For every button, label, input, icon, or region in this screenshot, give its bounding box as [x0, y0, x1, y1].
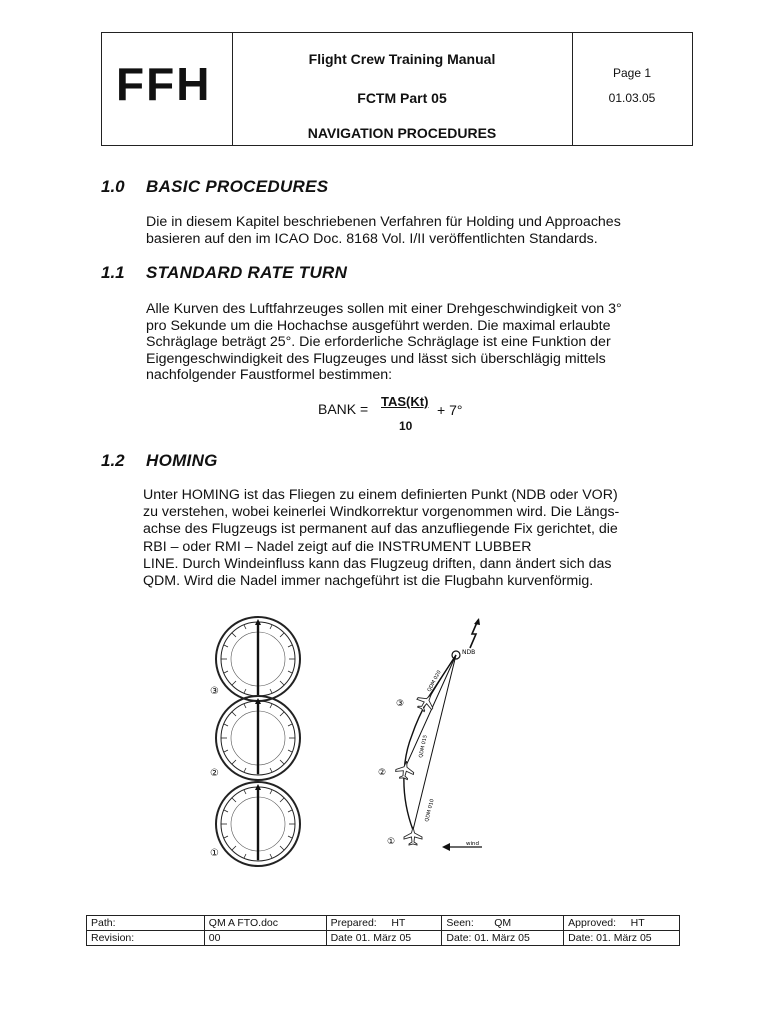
table-cell	[87, 916, 205, 931]
bearing-line	[405, 655, 456, 768]
table-row	[87, 931, 680, 946]
formula-denominator: 10	[399, 419, 413, 433]
section-number: 1.2	[101, 451, 125, 470]
document-control-table	[86, 915, 680, 946]
rmi-dial-icon	[216, 782, 300, 866]
revision-value: 00	[208, 932, 221, 944]
paragraph-line: nachfolgender Faustformel bestimmen:	[146, 367, 393, 384]
section-title: HOMING	[146, 451, 218, 470]
formula-lhs: BANK =	[318, 401, 369, 417]
prepared-value: HT	[391, 917, 406, 929]
paragraph-line: Alle Kurven des Luftfahrzeuges sollen mit einer Drehgeschwindigkeit von 3°	[146, 301, 622, 317]
document-header	[101, 32, 693, 146]
manual-title: Flight Crew Training Manual	[308, 51, 496, 67]
ndb-label: NDB	[462, 649, 476, 656]
section-paragraph	[146, 301, 622, 384]
table-cell	[204, 916, 326, 931]
table-cell	[87, 931, 205, 946]
seen-date: Date: 01. März 05	[446, 932, 530, 944]
position-marker: ①	[387, 837, 396, 847]
paragraph-line: zu verstehen, wobei keinerlei Windkorrektur vorgenommen wird. Die Längs-	[143, 504, 620, 521]
paragraph-line: LINE. Durch Windeinfluss kann das Flugzeug driften, dann ändert sich das	[143, 555, 612, 572]
rmi-dial-icon	[216, 696, 300, 780]
seen-label: Seen:	[446, 917, 474, 929]
paragraph-line: QDM. Wird die Nadel immer nachgeführt ist die Flugbahn kurvenförmig.	[143, 573, 594, 590]
seen-value: QM	[494, 917, 512, 929]
section-paragraph	[146, 214, 621, 247]
qdm-label: QDM 020	[426, 669, 443, 693]
path-value: QM A FTO.doc	[208, 917, 279, 929]
paragraph-line: basieren auf den im ICAO Doc. 8168 Vol. I/II veröffentlichten Standards.	[146, 230, 598, 247]
wind-label: wind	[466, 841, 480, 847]
section-paragraph	[143, 487, 619, 590]
page-info-cell	[572, 33, 693, 145]
path-label: Path:	[91, 917, 116, 929]
company-logo: FFH	[116, 58, 212, 110]
paragraph-line: Die in diesem Kapitel beschriebenen Verfahren für Holding und Approaches	[146, 214, 621, 230]
qdm-label: QDM 015	[418, 734, 429, 759]
section-title: BASIC PROCEDURES	[146, 177, 329, 196]
position-marker: ③	[396, 699, 405, 709]
position-marker: ①	[210, 848, 219, 859]
section-number: 1.0	[101, 177, 125, 196]
table-cell	[442, 916, 564, 931]
paragraph-line: pro Sekunde um die Hochachse ausgeführt werden. Die maximal erlaubte	[146, 317, 611, 334]
paragraph-line: Eigengeschwindigkeit des Flugzeuges und lässt sich überschlägig mittels	[146, 350, 606, 367]
aircraft-icon	[404, 827, 422, 845]
table-cell	[204, 931, 326, 946]
approved-date: Date: 01. März 05	[568, 932, 652, 944]
homing-diagram	[200, 610, 520, 870]
formula-numerator: TAS(Kt)	[381, 394, 429, 409]
prepared-date: Date 01. März 05	[330, 932, 412, 944]
section-number: 1.1	[101, 263, 125, 282]
manual-part: FCTM Part 05	[357, 90, 447, 106]
rmi-dial-icon	[216, 617, 300, 701]
table-cell	[564, 916, 680, 931]
bearing-line	[425, 655, 456, 702]
page-date: 01.03.05	[608, 91, 656, 105]
qdm-label: QDM 010	[424, 798, 436, 823]
position-marker: ③	[210, 686, 219, 697]
section-title: STANDARD RATE TURN	[146, 263, 348, 282]
north-arrow-icon	[470, 618, 480, 648]
page-number: Page 1	[612, 66, 652, 80]
table-cell	[442, 931, 564, 946]
position-marker: ②	[210, 768, 219, 779]
prepared-label: Prepared:	[330, 917, 377, 929]
approved-value: HT	[630, 917, 645, 929]
formula-rhs: + 7°	[437, 402, 463, 418]
table-row	[87, 916, 680, 931]
chapter-title: NAVIGATION PROCEDURES	[307, 125, 497, 141]
paragraph-line: RBI – oder RMI – Nadel zeigt auf die INSTRUMENT LUBBER	[143, 538, 532, 555]
paragraph-line: Schräglage beträgt 25°. Die erforderliche Schräglage ist eine Funktion der	[146, 334, 611, 351]
paragraph-line: achse des Flugzeugs ist permanent auf das anzufliegende Fix gerichtet, die	[143, 521, 618, 538]
position-marker: ②	[378, 768, 387, 778]
paragraph-line: Unter HOMING ist das Fliegen zu einem definierten Punkt (NDB oder VOR)	[143, 487, 618, 503]
table-cell	[326, 931, 442, 946]
table-cell	[564, 931, 680, 946]
table-cell	[326, 916, 442, 931]
revision-label: Revision:	[91, 932, 135, 944]
approved-label: Approved:	[568, 917, 617, 929]
